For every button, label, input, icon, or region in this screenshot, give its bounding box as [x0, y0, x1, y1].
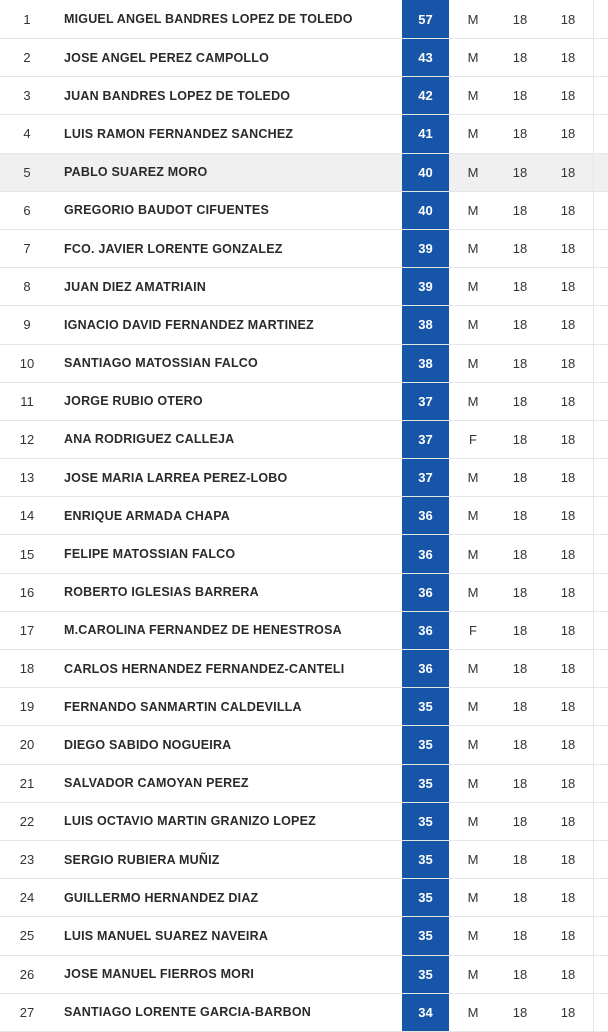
value-cell: 18 — [560, 164, 576, 180]
player-name-cell: ENRIQUE ARMADA CHAPA — [64, 508, 231, 523]
value-cell: 18 — [512, 241, 528, 257]
table-row[interactable] — [0, 994, 608, 1032]
value-cell: 18 — [560, 355, 576, 371]
table-row[interactable] — [0, 841, 608, 879]
player-name-cell: SERGIO RUBIERA MUÑIZ — [64, 852, 220, 867]
position-cell: 7 — [23, 241, 31, 257]
value-cell: 18 — [512, 470, 528, 486]
divider — [593, 306, 594, 343]
table-row[interactable] — [0, 688, 608, 726]
player-name-cell: JOSE MARIA LARREA PEREZ-LOBO — [64, 470, 288, 485]
player-name-cell: ANA RODRIGUEZ CALLEJA — [64, 432, 235, 447]
value-cell: 18 — [512, 928, 528, 944]
score-badge: 43 — [402, 39, 449, 76]
value-cell: 18 — [560, 1004, 576, 1020]
divider — [593, 39, 594, 76]
value-cell: 18 — [560, 393, 576, 409]
divider — [593, 497, 594, 534]
player-name-cell: JOSE MANUEL FIERROS MORI — [64, 967, 255, 982]
table-row[interactable] — [0, 535, 608, 573]
divider — [593, 994, 594, 1031]
divider — [593, 917, 594, 954]
player-name-cell: M.CAROLINA FERNANDEZ DE HENESTROSA — [64, 623, 342, 638]
score-badge: 37 — [402, 383, 449, 420]
gender-cell: M — [467, 393, 479, 409]
gender-cell: F — [469, 431, 477, 447]
value-cell: 18 — [560, 508, 576, 524]
value-cell: 18 — [512, 622, 528, 638]
table-row[interactable] — [0, 383, 608, 421]
position-cell: 25 — [19, 928, 35, 944]
player-name-cell: JUAN BANDRES LOPEZ DE TOLEDO — [64, 88, 291, 103]
divider — [593, 841, 594, 878]
gender-cell: M — [467, 661, 479, 677]
score-badge: 41 — [402, 115, 449, 152]
divider — [593, 0, 594, 38]
table-row[interactable] — [0, 154, 608, 192]
score-badge: 36 — [402, 574, 449, 611]
gender-cell: M — [467, 355, 479, 371]
value-cell: 18 — [560, 126, 576, 142]
position-cell: 26 — [19, 966, 35, 982]
table-row[interactable] — [0, 803, 608, 841]
position-cell: 27 — [19, 1004, 35, 1020]
score-badge: 36 — [402, 650, 449, 687]
score-badge: 42 — [402, 77, 449, 114]
value-cell: 18 — [512, 775, 528, 791]
gender-cell: M — [467, 699, 479, 715]
gender-cell: M — [467, 470, 479, 486]
value-cell: 18 — [512, 11, 528, 27]
position-cell: 14 — [19, 508, 35, 524]
value-cell: 18 — [560, 546, 576, 562]
score-badge: 35 — [402, 917, 449, 954]
divider — [593, 154, 594, 191]
gender-cell: M — [467, 508, 479, 524]
position-cell: 11 — [20, 393, 34, 409]
table-row[interactable] — [0, 421, 608, 459]
player-name-cell: JOSE ANGEL PEREZ CAMPOLLO — [64, 50, 270, 65]
score-badge: 40 — [402, 154, 449, 191]
position-cell: 23 — [19, 852, 35, 868]
table-row[interactable] — [0, 765, 608, 803]
score-badge: 35 — [402, 726, 449, 763]
table-row[interactable] — [0, 192, 608, 230]
value-cell: 18 — [512, 126, 528, 142]
score-badge: 36 — [402, 612, 449, 649]
table-row[interactable] — [0, 345, 608, 383]
score-badge: 35 — [402, 765, 449, 802]
position-cell: 13 — [19, 470, 35, 486]
position-cell: 20 — [19, 737, 35, 753]
divider — [593, 421, 594, 458]
divider — [593, 574, 594, 611]
player-name-cell: IGNACIO DAVID FERNANDEZ MARTINEZ — [64, 317, 314, 332]
score-badge: 39 — [402, 230, 449, 267]
value-cell: 18 — [512, 661, 528, 677]
value-cell: 18 — [512, 508, 528, 524]
score-badge: 36 — [402, 535, 449, 572]
gender-cell: M — [467, 241, 479, 257]
position-cell: 10 — [19, 355, 35, 371]
position-cell: 3 — [23, 88, 31, 104]
value-cell: 18 — [560, 88, 576, 104]
gender-cell: M — [467, 202, 479, 218]
table-row[interactable] — [0, 268, 608, 306]
value-cell: 18 — [560, 317, 576, 333]
value-cell: 18 — [512, 279, 528, 295]
value-cell: 18 — [560, 279, 576, 295]
table-row[interactable] — [0, 726, 608, 764]
position-cell: 17 — [19, 622, 35, 638]
player-name-cell: FERNANDO SANMARTIN CALDEVILLA — [64, 699, 302, 714]
score-badge: 37 — [402, 459, 449, 496]
divider — [593, 879, 594, 916]
divider — [593, 765, 594, 802]
value-cell: 18 — [560, 431, 576, 447]
player-name-cell: SALVADOR CAMOYAN PEREZ — [64, 776, 249, 791]
gender-cell: M — [467, 852, 479, 868]
value-cell: 18 — [560, 241, 576, 257]
player-name-cell: GUILLERMO HERNANDEZ DIAZ — [64, 890, 259, 905]
score-badge: 35 — [402, 688, 449, 725]
value-cell: 18 — [560, 11, 576, 27]
gender-cell: M — [467, 775, 479, 791]
player-name-cell: SANTIAGO LORENTE GARCIA-BARBON — [64, 1005, 311, 1020]
position-cell: 12 — [19, 431, 35, 447]
gender-cell: M — [467, 279, 479, 295]
gender-cell: M — [467, 737, 479, 753]
divider — [593, 688, 594, 725]
gender-cell: M — [467, 928, 479, 944]
value-cell: 18 — [512, 88, 528, 104]
table-row[interactable] — [0, 650, 608, 688]
gender-cell: M — [467, 546, 479, 562]
score-badge: 37 — [402, 421, 449, 458]
score-badge: 35 — [402, 956, 449, 993]
table-row[interactable] — [0, 230, 608, 268]
value-cell: 18 — [560, 661, 576, 677]
gender-cell: M — [467, 126, 479, 142]
divider — [593, 230, 594, 267]
player-name-cell: LUIS MANUEL SUAREZ NAVEIRA — [64, 928, 269, 943]
position-cell: 1 — [23, 11, 31, 27]
player-name-cell: LUIS OCTAVIO MARTIN GRANIZO LOPEZ — [64, 814, 316, 829]
player-name-cell: CARLOS HERNANDEZ FERNANDEZ-CANTELI — [64, 661, 345, 676]
player-name-cell: FCO. JAVIER LORENTE GONZALEZ — [64, 241, 283, 256]
table-row[interactable] — [0, 306, 608, 344]
value-cell: 18 — [512, 966, 528, 982]
value-cell: 18 — [512, 50, 528, 66]
value-cell: 18 — [512, 164, 528, 180]
value-cell: 18 — [560, 890, 576, 906]
position-cell: 6 — [23, 202, 31, 218]
position-cell: 2 — [23, 50, 31, 66]
value-cell: 18 — [512, 737, 528, 753]
player-name-cell: MIGUEL ANGEL BANDRES LOPEZ DE TOLEDO — [64, 12, 353, 26]
position-cell: 8 — [23, 279, 31, 295]
position-cell: 16 — [19, 584, 35, 600]
table-row[interactable] — [0, 77, 608, 115]
score-badge: 57 — [402, 0, 449, 38]
gender-cell: M — [467, 890, 479, 906]
table-row[interactable] — [0, 459, 608, 497]
table-row[interactable] — [0, 574, 608, 612]
score-badge: 35 — [402, 803, 449, 840]
table-row[interactable] — [0, 39, 608, 77]
table-row[interactable] — [0, 917, 608, 955]
position-cell: 15 — [19, 546, 35, 562]
divider — [593, 77, 594, 114]
position-cell: 19 — [19, 699, 35, 715]
value-cell: 18 — [512, 584, 528, 600]
gender-cell: M — [467, 1004, 479, 1020]
gender-cell: M — [467, 584, 479, 600]
value-cell: 18 — [512, 813, 528, 829]
position-cell: 5 — [23, 164, 31, 180]
position-cell: 22 — [19, 813, 35, 829]
divider — [593, 612, 594, 649]
gender-cell: M — [467, 164, 479, 180]
value-cell: 18 — [560, 852, 576, 868]
value-cell: 18 — [560, 966, 576, 982]
divider — [593, 726, 594, 763]
player-name-cell: DIEGO SABIDO NOGUEIRA — [64, 737, 232, 752]
divider — [593, 803, 594, 840]
value-cell: 18 — [560, 584, 576, 600]
score-badge: 40 — [402, 192, 449, 229]
divider — [593, 115, 594, 152]
value-cell: 18 — [560, 737, 576, 753]
player-name-cell: SANTIAGO MATOSSIAN FALCO — [64, 356, 258, 371]
gender-cell: M — [467, 88, 479, 104]
score-badge: 38 — [402, 306, 449, 343]
value-cell: 18 — [560, 813, 576, 829]
value-cell: 18 — [512, 546, 528, 562]
divider — [593, 345, 594, 382]
value-cell: 18 — [512, 393, 528, 409]
value-cell: 18 — [512, 890, 528, 906]
divider — [593, 650, 594, 687]
score-badge: 34 — [402, 994, 449, 1031]
score-badge: 35 — [402, 879, 449, 916]
table-row[interactable] — [0, 0, 608, 39]
gender-cell: F — [469, 622, 477, 638]
value-cell: 18 — [512, 1004, 528, 1020]
value-cell: 18 — [560, 50, 576, 66]
player-name-cell: JUAN DIEZ AMATRIAIN — [64, 279, 206, 294]
value-cell: 18 — [512, 431, 528, 447]
value-cell: 18 — [512, 355, 528, 371]
gender-cell: M — [467, 50, 479, 66]
table-row[interactable] — [0, 612, 608, 650]
divider — [593, 268, 594, 305]
divider — [593, 459, 594, 496]
gender-cell: M — [467, 813, 479, 829]
value-cell: 18 — [560, 202, 576, 218]
value-cell: 18 — [560, 699, 576, 715]
score-badge: 36 — [402, 497, 449, 534]
value-cell: 18 — [512, 852, 528, 868]
divider — [593, 535, 594, 572]
value-cell: 18 — [512, 699, 528, 715]
position-cell: 4 — [23, 126, 31, 142]
gender-cell: M — [467, 317, 479, 333]
value-cell: 18 — [560, 775, 576, 791]
position-cell: 18 — [19, 661, 35, 677]
player-name-cell: GREGORIO BAUDOT CIFUENTES — [64, 203, 270, 218]
position-cell: 9 — [23, 317, 31, 333]
table-row[interactable] — [0, 956, 608, 994]
score-badge: 38 — [402, 345, 449, 382]
table-row[interactable] — [0, 115, 608, 153]
player-name-cell: FELIPE MATOSSIAN FALCO — [64, 547, 236, 562]
value-cell: 18 — [560, 928, 576, 944]
position-cell: 21 — [19, 775, 35, 791]
player-name-cell: ROBERTO IGLESIAS BARRERA — [64, 585, 259, 600]
gender-cell: M — [467, 966, 479, 982]
score-badge: 35 — [402, 841, 449, 878]
table-row[interactable] — [0, 497, 608, 535]
gender-cell: M — [467, 11, 479, 27]
divider — [593, 383, 594, 420]
value-cell: 18 — [512, 202, 528, 218]
player-name-cell: LUIS RAMON FERNANDEZ SANCHEZ — [64, 126, 294, 141]
player-name-cell: JORGE RUBIO OTERO — [64, 394, 203, 409]
value-cell: 18 — [560, 470, 576, 486]
divider — [593, 192, 594, 229]
value-cell: 18 — [560, 622, 576, 638]
divider — [593, 956, 594, 993]
value-cell: 18 — [512, 317, 528, 333]
score-badge: 39 — [402, 268, 449, 305]
table-row[interactable] — [0, 879, 608, 917]
position-cell: 24 — [19, 890, 35, 906]
player-name-cell: PABLO SUAREZ MORO — [64, 165, 208, 180]
